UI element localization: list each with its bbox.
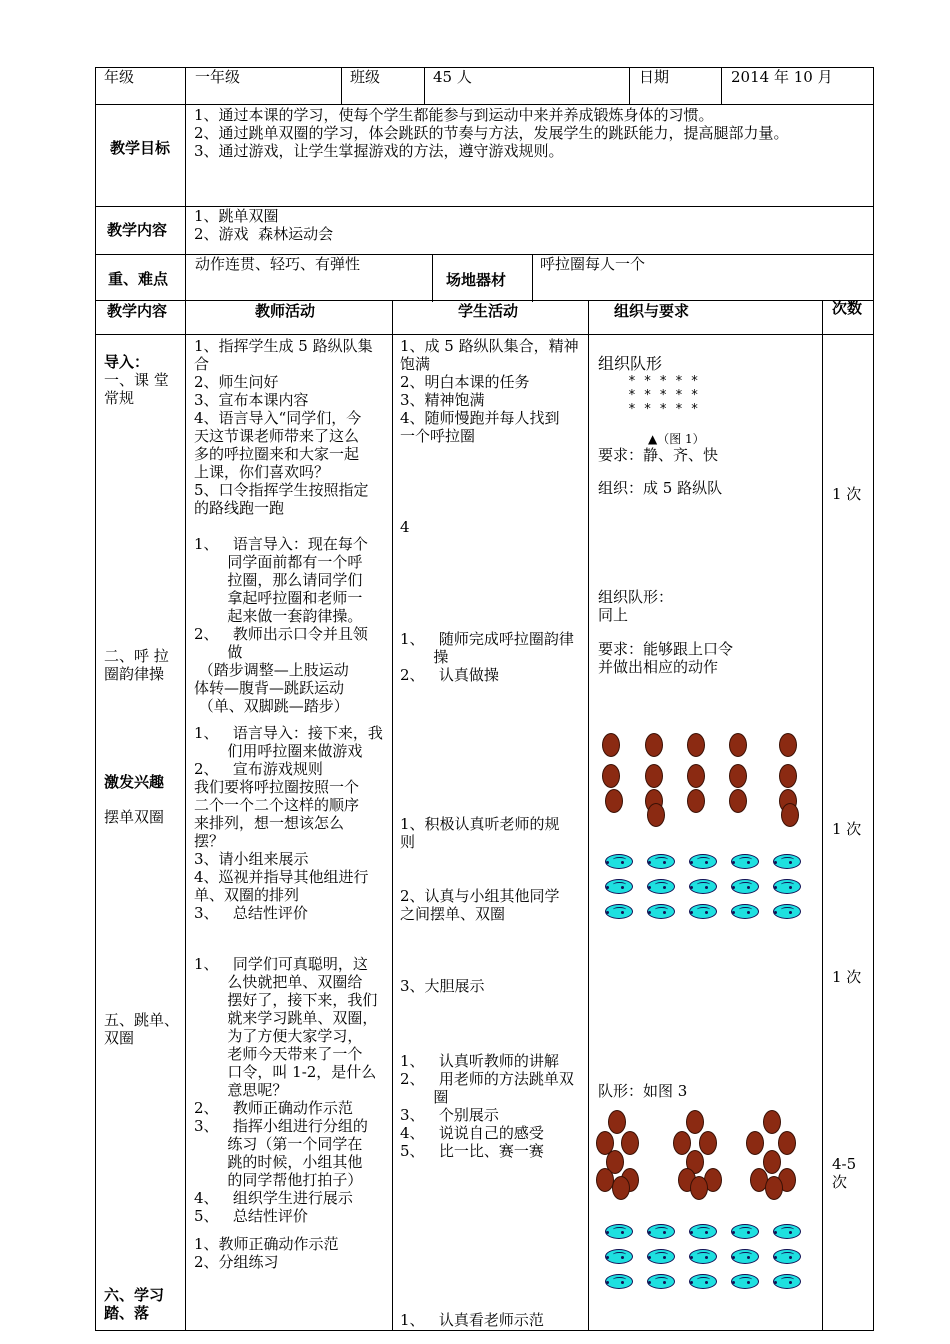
teacher-line: 多的呼拉圈来和大家一起 [194,445,360,463]
teacher-line: 就来学习跳单、双圈， [194,1009,378,1027]
org-line: 同上 [598,606,629,624]
teacher-line: 3、宣布本课内容 [194,391,309,409]
intro-line: 一、课 堂 [104,371,169,389]
student-line: 4、 说说自己的感受 [400,1124,544,1142]
student-block-intro [400,337,579,445]
teacher-line: 1、 同学们可真聪明，这 [194,955,368,973]
teacher-line: 做 [194,643,243,661]
arrange-hoops-section: 摆单双圈 [104,808,165,826]
student-line: 1、积极认真听老师的规 [400,815,560,833]
org-line: 并做出相应的动作 [598,658,719,676]
teacher-line: 5、 总结性评价 [194,1207,308,1225]
teacher-block-step [194,1235,339,1271]
equipment-value: 呼拉圈每人一个 [540,255,646,273]
student-line: 2、 认真做操 [400,666,499,684]
key-points-value: 动作连贯、轻巧、有弹性 [195,255,361,273]
student-line: 1、 随师完成呼拉圈韵律 [400,630,574,648]
student-line: 3、精神饱满 [400,391,485,409]
org-formation-2 [598,588,673,624]
student-line: 则 [400,833,416,851]
teacher-line: 4、 组织学生进行展示 [194,1189,353,1207]
org-formation-3: 队形：如图 3 [598,1082,688,1100]
section-line: 六、学习 [104,1286,165,1304]
teacher-line: 2、 教师正确动作示范 [194,1099,353,1117]
section-line: 二、呼 拉 [104,647,169,665]
content-item: 2、游戏 森林运动会 [194,225,334,243]
grade-label: 年级 [104,68,135,86]
content-list [194,207,333,243]
student-line: 之间摆单、双圈 [400,905,506,923]
teacher-line: 3、 总结性评价 [194,904,308,922]
teacher-line: 跳的时候，小组其他 [194,1153,363,1171]
teacher-line: 来排列，想一想该怎么 [194,814,345,832]
teacher-line: 1、 语言导入：接下来，我 [194,724,383,742]
org-requirement-2 [598,640,733,676]
student-line: 2、明白本课的任务 [400,373,530,391]
col-header-organization: 组织与要求 [614,302,690,320]
student-line: 4、随师慢跑并每人找到 [400,409,560,427]
key-points-label: 重、难点 [108,270,169,288]
teacher-line: 同学面前都有一个呼 [194,553,363,571]
times-line: 次 [832,1173,848,1191]
teacher-line: 1、指挥学生成 5 路纵队集 [194,337,373,355]
intro-title: 导入： [104,353,150,371]
student-line: 一个呼拉圈 [400,427,476,445]
objective-item: 1、通过本课的学习，使每个学生都能参与到运动中来并养成锻炼身体的习惯。 [194,106,714,124]
student-line: 圈 [400,1088,449,1106]
teacher-line: 1、教师正确动作示范 [194,1235,339,1253]
teacher-line: 合 [194,355,210,373]
teacher-line: 起来做一套韵律操。 [194,607,363,625]
teacher-line: 拿起呼拉圈和老师一 [194,589,363,607]
section-line: 五、跳单、 [104,1011,180,1029]
content-item: 1、跳单双圈 [194,207,279,225]
teacher-block-intro [194,337,373,517]
step-section [104,1286,164,1322]
student-line: 2、认真与小组其他同学 [400,887,560,905]
student-block-rules [400,815,560,851]
teacher-line: 摆好了，接下来，我们 [194,991,378,1009]
teacher-line: 单、双圈的排列 [194,886,300,904]
section-line: 双圈 [104,1029,135,1047]
teacher-line: 上课，你们喜欢吗？ [194,463,330,481]
teacher-line: （单、双脚跳—踏步） [194,697,349,715]
teacher-line: 摆？ [194,832,225,850]
org-formation-1: 组织：成 5 路纵队 [598,479,723,497]
star-formation [628,375,698,417]
org-requirement-1: 要求：静、齐、快 [598,446,719,464]
teacher-line: （踏步调整—上肢运动 [194,661,349,679]
interest-title: 激发兴趣 [104,773,165,791]
col-header-teacher: 教师活动 [255,302,316,320]
teacher-line: 2、 宣布游戏规则 [194,760,323,778]
teacher-line: 二个一个二个这样的顺序 [194,796,360,814]
student-line: 5、 比一比、赛一赛 [400,1142,544,1160]
class-label: 班级 [350,68,381,86]
figure-1-label: ▲（图 1） [648,432,705,446]
teacher-line: 3、请小组来展示 [194,850,309,868]
times-4 [832,1155,856,1191]
times-2: 1 次 [832,820,862,838]
star-row: * * * * * [628,374,699,389]
student-block-watch: 1、 认真看老师示范 [400,1311,544,1329]
teacher-block-jump [194,955,377,1225]
intro-section [104,371,169,407]
teacher-line: 么快就把单、双圈给 [194,973,363,991]
org-title: 组织队形 [598,354,663,373]
teacher-line: 2、 教师出示口令并且领 [194,625,368,643]
star-row: * * * * * [628,388,699,403]
teacher-line: 口令，叫 1-2，是什么 [194,1063,377,1081]
hoop-exercise-section [104,647,169,683]
date-label: 日期 [639,68,670,86]
content-label: 教学内容 [107,221,168,239]
teacher-line: 2、师生问好 [194,373,279,391]
teacher-line: 2、分组练习 [194,1253,279,1271]
teacher-line: 为了方便大家学习， [194,1027,363,1045]
teacher-line: 4、语言导入“同学们，今 [194,409,362,427]
student-block-arrange [400,887,560,923]
col-header-times: 次数 [832,299,863,317]
section-line: 圈韵律操 [104,665,165,683]
student-line: 3、 个别展示 [400,1106,499,1124]
student-line: 饱满 [400,355,431,373]
student-block-show: 3、大胆展示 [400,977,485,995]
objectives-list [194,106,789,160]
teacher-line: 1、 语言导入：现在每个 [194,535,368,553]
times-line: 4-5 [832,1155,857,1173]
teacher-line: 们用呼拉圈来做游戏 [194,742,363,760]
teacher-line: 3、 指挥小组进行分组的 [194,1117,368,1135]
teacher-block-game [194,724,383,922]
teacher-block-exercise [194,535,368,715]
col-header-content: 教学内容 [107,302,168,320]
jump-hoops-section [104,1011,179,1047]
objectives-label: 教学目标 [109,139,170,157]
teacher-line: 的路线跑一跑 [194,499,285,517]
date-value: 2014 年 10 月 [731,68,833,86]
teacher-line: 5、口令指挥学生按照指定 [194,481,369,499]
teacher-line: 老师今天带来了一个 [194,1045,363,1063]
org-line: 要求：能够跟上口令 [598,640,734,658]
equipment-label: 场地器材 [446,271,507,289]
student-line: 2、 用老师的方法跳单双 [400,1070,574,1088]
class-value: 45 人 [433,68,472,86]
objective-item: 2、通过跳单双圈的学习，体会跳跃的节奏与方法，发展学生的跳跃能力，提高腿部力量。 [194,124,789,142]
teacher-line: 意思呢？ [194,1081,288,1099]
times-3: 1 次 [832,968,862,986]
teacher-line: 拉圈，那么请同学们 [194,571,363,589]
student-line: 1、 认真听教师的讲解 [400,1052,559,1070]
student-block-exercise [400,630,574,684]
student-block-jump [400,1052,574,1160]
org-line: 组织队形： [598,588,674,606]
student-line: 1、成 5 路纵队集合，精神 [400,337,579,355]
student-line: 操 [400,648,449,666]
teacher-line: 天这节课老师带来了这么 [194,427,360,445]
objective-item: 3、通过游戏，让学生掌握游戏的方法，遵守游戏规则。 [194,142,564,160]
teacher-line: 我们要将呼拉圈按照一个 [194,778,360,796]
col-header-student: 学生活动 [458,302,519,320]
times-1: 1 次 [832,485,862,503]
grade-value: 一年级 [195,68,241,86]
teacher-line: 体转—腹背—跳跃运动 [194,679,345,697]
star-row: * * * * * [628,402,699,417]
teacher-line: 4、巡视并指导其他组进行 [194,868,369,886]
section-line: 踏、落 [104,1304,150,1322]
intro-line: 常规 [104,389,135,407]
student-number: 4 [400,518,410,536]
teacher-line: 练习（第一个同学在 [194,1135,363,1153]
teacher-line: 的同学帮他打拍子） [194,1171,363,1189]
